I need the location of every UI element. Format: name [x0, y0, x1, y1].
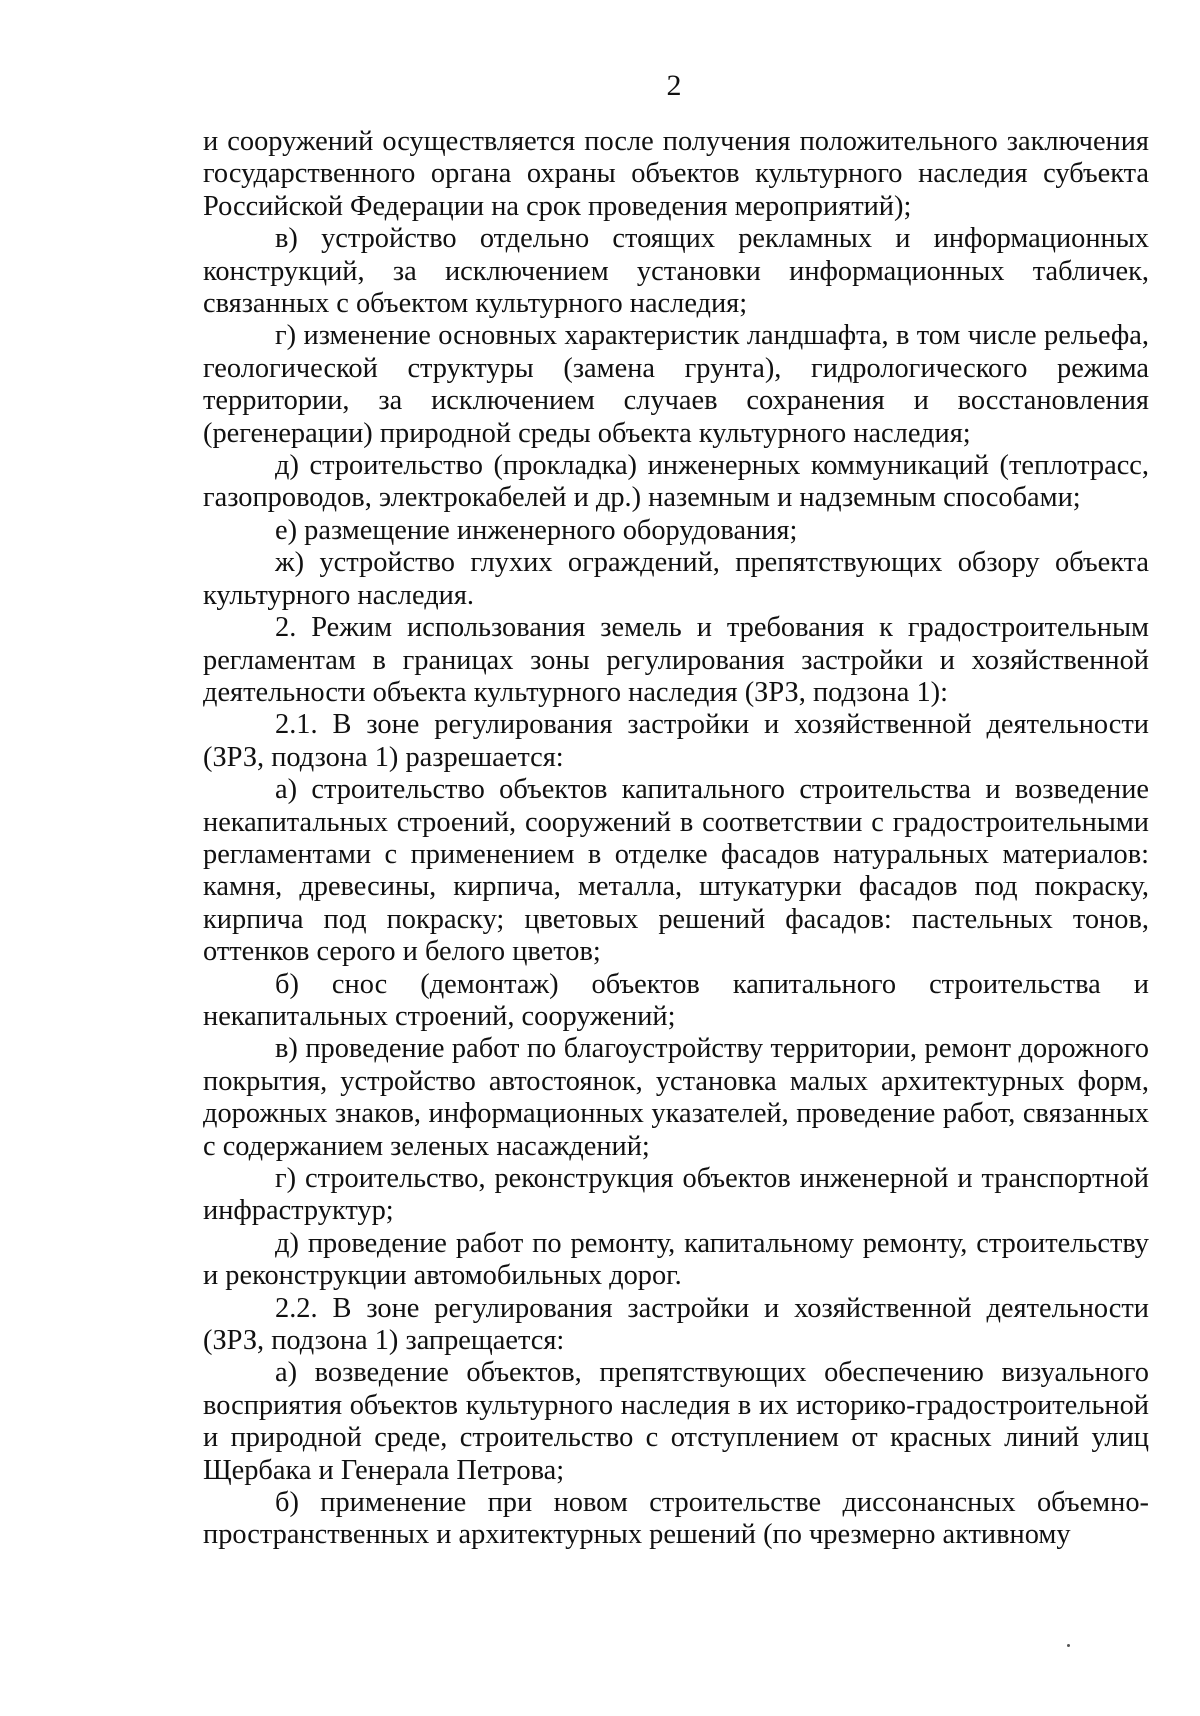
- paragraph-2-2-item-b: б) применение при новом строительстве диссонансных объемно-пространственных и архитектурных решений (по чрезмерно активному: [203, 1487, 1149, 1551]
- paragraph-2-1-item-v: в) проведение работ по благоустройству территории, ремонт дорожного покрытия, устройство автостоянок, установка малых архитектурных форм, дорожных знаков, информационных указателей, проведение работ, связанных с содержанием зеленых насаждений;: [203, 1033, 1149, 1162]
- scan-speck: [1067, 1644, 1070, 1647]
- page-number: 2: [666, 69, 682, 102]
- paragraph-2-2-item-a: а) возведение объектов, препятствующих обеспечению визуального восприятия объектов культурного наследия в их историко-градостроительной и природной среде, строительство с отступлением от красных линий улиц Щербака и Генерала Петрова;: [203, 1357, 1149, 1486]
- paragraph-2-1-item-d: д) проведение работ по ремонту, капитальному ремонту, строительству и реконструкции автомобильных дорог.: [203, 1227, 1149, 1292]
- paragraph-item-g: г) изменение основных характеристик ландшафта, в том числе рельефа, геологической структуры (замена грунта), гидрологического режима территории, за исключением случаев сохранения и восстановления (регенерации) природной среды объекта культурного наследия;: [203, 320, 1149, 449]
- paragraph-2-1-item-g: г) строительство, реконструкция объектов инженерной и транспортной инфраструктур;: [203, 1163, 1149, 1227]
- paragraph-item-v: в) устройство отдельно стоящих рекламных и информационных конструкций, за исключением установки информационных табличек, связанных с объектом культурного наследия;: [203, 223, 1149, 320]
- paragraph-item-d: д) строительство (прокладка) инженерных коммуникаций (теплотрасс, газопроводов, электрокабелей и др.) наземным и надземным способами;: [203, 450, 1149, 514]
- paragraph-2-1-item-b: б) снос (демонтаж) объектов капитального строительства и некапитальных строений, сооружений;: [203, 968, 1149, 1032]
- paragraph-section-2: 2. Режим использования земель и требования к градостроительным регламентам в границах зоны регулирования застройки и хозяйственной деятельности объекта культурного наследия (ЗРЗ, подзона 1):: [203, 612, 1149, 708]
- document-body: [203, 126, 1149, 1552]
- paragraph-item-e: е) размещение инженерного оборудования;: [275, 514, 798, 546]
- paragraph-2-1-item-a: а) строительство объектов капитального строительства и возведение некапитальных строений, сооружений в соответствии с градостроительными регламентами с применением в отделке фасадов натуральных материалов: камня, древесины, кирпича, металла, штукатурки фасадов под покраску, кирпича под покраску; цветовых решений фасадов: пастельных тонов, оттенков серого и белого цветов;: [203, 774, 1149, 968]
- paragraph-section-2-1: 2.1. В зоне регулирования застройки и хозяйственной деятельности (ЗРЗ, подзона 1) разрешается:: [203, 709, 1149, 773]
- paragraph-continuation: и сооружений осуществляется после получения положительного заключения государственного органа охраны объектов культурного наследия субъекта Российской Федерации на срок проведения мероприятий);: [203, 126, 1149, 222]
- paragraph-item-zh: ж) устройство глухих ограждений, препятствующих обзору объекта культурного наследия.: [203, 547, 1149, 611]
- paragraph-section-2-2: 2.2. В зоне регулирования застройки и хозяйственной деятельности (ЗРЗ, подзона 1) запрещается:: [203, 1292, 1149, 1357]
